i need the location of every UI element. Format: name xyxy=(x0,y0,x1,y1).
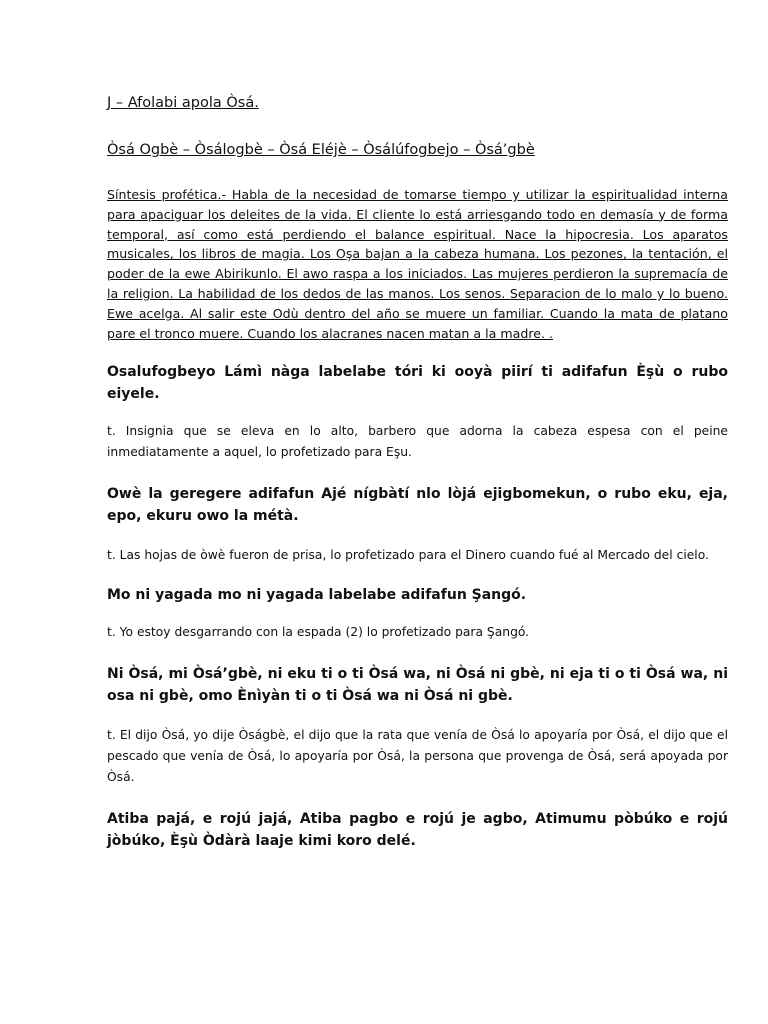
verse-1-yoruba: Osalufogbeyo Lámì nàga labelabe tóri ki ooyà piirí ti adifafun Èşù o rubo eiyele. xyxy=(107,364,728,403)
verse-1-translation: t. Insignia que se eleva en lo alto, barbero que adorna la cabeza espesa con el peine inmediatamente a aquel, lo profetizado para Eşu. xyxy=(107,424,728,460)
verse-5-yoruba: Atiba pajá, e rojú jajá, Atiba pagbo e rojú je agbo, Atimumu pòbúko e rojú jòbúko, Èşù Òdàrà laaje kimi koro delé. xyxy=(107,811,728,850)
verse-3-translation: t. Yo estoy desgarrando con la espada (2) lo profetizado para Şangó. xyxy=(107,625,530,640)
document-title: J – Afolabi apola Òsá. xyxy=(107,95,259,111)
odu-names-heading: Òsá Ogbè – Òsálogbè – Òsá Eléjè – Òsálúfogbejo – Òsá’gbè xyxy=(107,142,535,158)
verse-2-yoruba: Owè la geregere adifafun Ajé nígbàtí nlo lòjá ejigbomekun, o rubo eku, eja, epo, ekuru owo la métà. xyxy=(107,486,728,525)
verse-2-translation: t. Las hojas de òwè fueron de prisa, lo profetizado para el Dinero cuando fué al Mercado del cielo. xyxy=(107,548,709,563)
verse-4-translation: t. El dijo Òsá, yo dije Òságbè, el dijo que la rata que venía de Òsá lo apoyaría por Òsá, el dijo que el pescado que venía de Òsá, lo apoyaría por Òsá, la persona que provenga de Òsá, será apoyada por Òsá. xyxy=(107,728,728,785)
verse-3-yoruba: Mo ni yagada mo ni yagada labelabe adifafun Şangó. xyxy=(107,587,527,604)
prophetic-synthesis: Síntesis profética.- Habla de la necesidad de tomarse tiempo y utilizar la espiritualidad interna para apaciguar los deleites de la vida. El cliente lo está arriesgando todo en demasía y de forma temporal, así como está perdiendo el balance espiritual. Nace la hipocresia. Los aparatos musicales, los libros de magia. Los Oşa bajan a la cabeza humana. Los pezones, la tentación, el poder de la ewe Abirikunlo. El awo raspa a los iniciados. Las mujeres perdieron la supremacía de la religion. La habilidad de los dedos de las manos. Los senos. Separacion de lo malo y lo bueno. Ewe acelga. Al salir este Odù dentro del año se muere un familiar. Cuando la mata de platano pare el tronco muere. Cuando los alacranes nacen matan a la madre. . xyxy=(107,187,728,341)
verse-4-yoruba: Ni Òsá, mi Òsá’gbè, ni eku ti o ti Òsá wa, ni Òsá ni gbè, ni eja ti o ti Òsá wa, ni osa ni gbè, omo Ènìyàn ti o ti Òsá wa ni Òsá ni gbè. xyxy=(107,666,728,705)
document-page xyxy=(107,92,728,852)
